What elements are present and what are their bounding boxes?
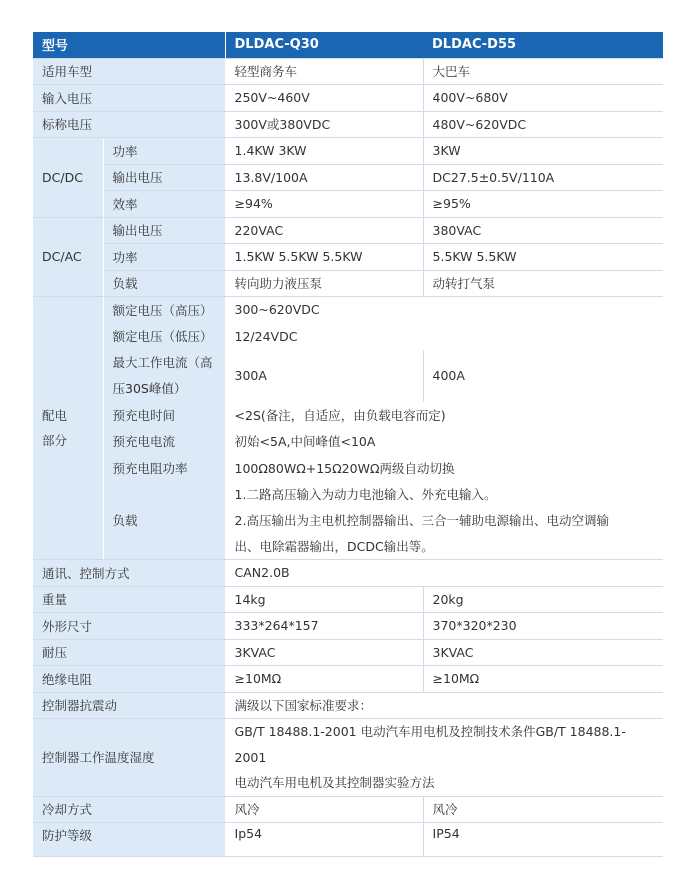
input-voltage-q30: 250V~460V <box>225 85 423 112</box>
weight-d55: 20kg <box>423 586 663 613</box>
row-dcdc-output <box>33 164 663 191</box>
row-cooling <box>33 796 663 823</box>
dcdc-efficiency-d55: ≥95% <box>423 191 663 218</box>
distribution-load-line3: 出、电除霜器输出，DCDC输出等。 <box>234 538 434 554</box>
temperature-value <box>225 719 663 797</box>
cooling-q30: 风冷 <box>225 796 423 823</box>
dcdc-power-q30: 1.4KW 3KW <box>225 138 423 165</box>
dcac-group-label: DC/AC <box>33 217 103 297</box>
header-row <box>33 32 663 58</box>
row-vehicle <box>33 58 663 85</box>
temperature-line3: 电动汽车用电机及其控制器实验方法 <box>234 775 435 790</box>
row-max-current <box>33 350 663 402</box>
row-dcdc-power <box>33 138 663 165</box>
protection-q30: Ip54 <box>225 823 423 857</box>
nominal-voltage-label: 标称电压 <box>33 111 225 138</box>
row-distribution-load <box>33 481 663 508</box>
distribution-load-label: 负载 <box>103 481 225 560</box>
row-precharge-resistor <box>33 455 663 482</box>
dcdc-power-d55: 3KW <box>423 138 663 165</box>
distribution-load-lines <box>225 508 663 560</box>
row-dcac-load <box>33 270 663 297</box>
row-temperature <box>33 719 663 797</box>
distribution-group-line2: 部分 <box>42 433 68 448</box>
temperature-line2: 2001 <box>234 749 267 765</box>
vehicle-d55: 大巴车 <box>423 58 663 85</box>
row-protection <box>33 823 663 857</box>
protection-d55: IP54 <box>423 823 663 857</box>
row-withstand <box>33 639 663 666</box>
vehicle-q30: 轻型商务车 <box>225 58 423 85</box>
withstand-label: 耐压 <box>33 639 225 666</box>
precharge-time-value: <2S(备注，自适应，由负载电容而定) <box>225 402 663 429</box>
dimensions-label: 外形尺寸 <box>33 613 225 640</box>
cooling-d55: 风冷 <box>423 796 663 823</box>
distribution-group-line1: 配电 <box>42 407 68 423</box>
comm-label: 通讯、控制方式 <box>33 560 225 587</box>
weight-q30: 14kg <box>225 586 423 613</box>
row-dcac-output <box>33 217 663 244</box>
header-q30: DLDAC-Q30 <box>225 32 423 58</box>
precharge-current-value: 初始<5A,中间峰值<10A <box>225 428 663 455</box>
dcac-load-label: 负载 <box>103 270 225 297</box>
precharge-resistor-value: 100Ω80WΩ+15Ω20WΩ两级自动切换 <box>225 455 663 482</box>
dcdc-group-label: DC/DC <box>33 138 103 218</box>
dcdc-output-label: 输出电压 <box>103 164 225 191</box>
dcac-output-label: 输出电压 <box>103 217 225 244</box>
dcdc-output-d55: DC27.5±0.5V/110A <box>423 164 663 191</box>
row-dcac-power <box>33 244 663 271</box>
dcdc-efficiency-label: 效率 <box>103 191 225 218</box>
max-current-d55: 400A <box>423 350 663 402</box>
weight-label: 重量 <box>33 586 225 613</box>
row-input-voltage <box>33 85 663 112</box>
nominal-voltage-d55: 480V~620VDC <box>423 111 663 138</box>
precharge-time-label: 预充电时间 <box>103 402 225 429</box>
nominal-voltage-q30: 300V或380VDC <box>225 111 423 138</box>
row-weight <box>33 586 663 613</box>
distribution-group-label <box>33 297 103 560</box>
dcac-power-label: 功率 <box>103 244 225 271</box>
dimensions-d55: 370*320*230 <box>423 613 663 640</box>
insulation-label: 绝缘电阻 <box>33 666 225 693</box>
dcac-load-q30: 转向助力液压泵 <box>225 270 423 297</box>
vehicle-label: 适用车型 <box>33 58 225 85</box>
temperature-label: 控制器工作温度湿度 <box>33 719 225 797</box>
max-current-label <box>103 350 225 402</box>
dcdc-output-q30: 13.8V/100A <box>225 164 423 191</box>
row-rated-high <box>33 297 663 324</box>
rated-low-label: 额定电压（低压） <box>103 323 225 350</box>
dcdc-efficiency-q30: ≥94% <box>225 191 423 218</box>
rated-high-label: 额定电压（高压） <box>103 297 225 324</box>
row-dcdc-efficiency <box>33 191 663 218</box>
row-precharge-time <box>33 402 663 429</box>
distribution-load-line2: 2.高压输出为主电机控制器输出、三合一辅助电源输出、电动空调输 <box>234 513 609 528</box>
protection-label: 防护等级 <box>33 823 225 857</box>
input-voltage-label: 输入电压 <box>33 85 225 112</box>
vibration-label: 控制器抗震动 <box>33 692 225 719</box>
row-vibration <box>33 692 663 719</box>
withstand-d55: 3KVAC <box>423 639 663 666</box>
dcac-output-d55: 380VAC <box>423 217 663 244</box>
dcac-load-d55: 动转打气泵 <box>423 270 663 297</box>
dcac-output-q30: 220VAC <box>225 217 423 244</box>
spec-table <box>33 32 663 857</box>
input-voltage-d55: 400V~680V <box>423 85 663 112</box>
row-dimensions <box>33 613 663 640</box>
dcac-power-q30: 1.5KW 5.5KW 5.5KW <box>225 244 423 271</box>
row-insulation <box>33 666 663 693</box>
rated-low-value: 12/24VDC <box>225 323 663 350</box>
row-nominal-voltage <box>33 111 663 138</box>
max-current-label-line1: 最大工作电流（高 <box>112 355 213 370</box>
distribution-load-line1: 1.二路高压输入为动力电池输入、外充电输入。 <box>225 481 663 508</box>
insulation-q30: ≥10MΩ <box>225 666 423 693</box>
cooling-label: 冷却方式 <box>33 796 225 823</box>
dimensions-q30: 333*264*157 <box>225 613 423 640</box>
comm-value: CAN2.0B <box>225 560 663 587</box>
precharge-resistor-label: 预充电阻功率 <box>103 455 225 482</box>
max-current-label-line2: 压30S峰值） <box>112 380 187 396</box>
temperature-line1: GB/T 18488.1-2001 电动汽车用电机及控制技术条件GB/T 18488.1- <box>234 724 626 739</box>
row-comm <box>33 560 663 587</box>
max-current-q30: 300A <box>225 350 423 402</box>
withstand-q30: 3KVAC <box>225 639 423 666</box>
rated-high-value: 300~620VDC <box>225 297 663 324</box>
vibration-value: 满级以下国家标准要求： <box>225 692 663 719</box>
header-d55: DLDAC-D55 <box>423 32 663 58</box>
row-precharge-current <box>33 428 663 455</box>
insulation-d55: ≥10MΩ <box>423 666 663 693</box>
row-rated-low <box>33 323 663 350</box>
precharge-current-label: 预充电电流 <box>103 428 225 455</box>
header-model: 型号 <box>33 32 225 58</box>
dcac-power-d55: 5.5KW 5.5KW <box>423 244 663 271</box>
dcdc-power-label: 功率 <box>103 138 225 165</box>
